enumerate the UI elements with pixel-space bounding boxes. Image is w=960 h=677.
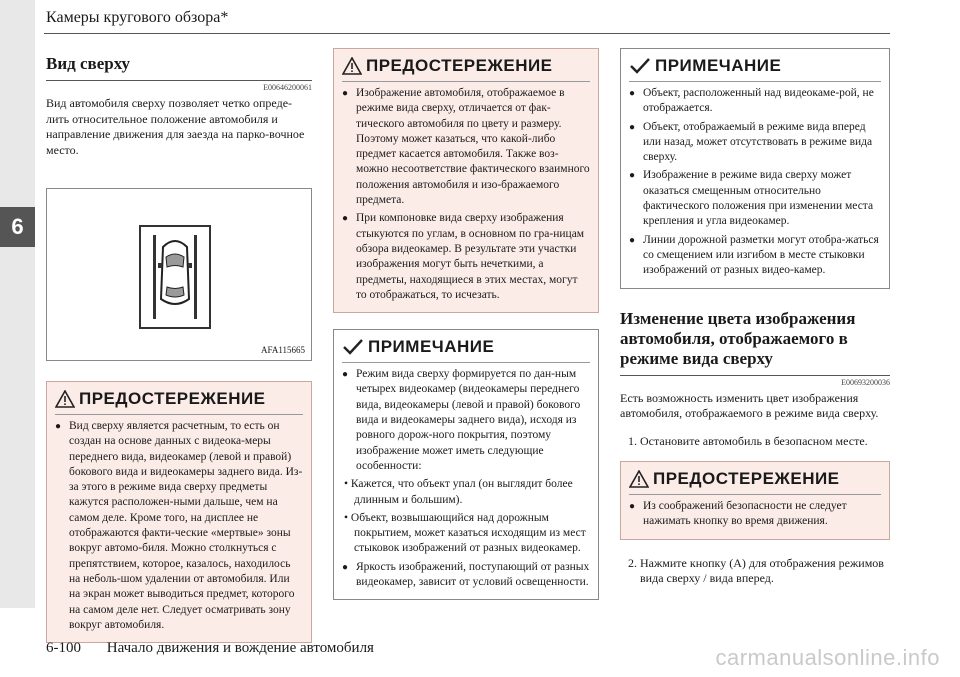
column-2: [333, 48, 599, 600]
note-header: [621, 49, 889, 81]
note-header: [334, 330, 598, 362]
note-subitem: • Объект, возвышающийся над дорожным покрытием, может казаться исходящим из мест стыковок изображений от разных видеокамер.: [344, 511, 586, 555]
note-box: [620, 48, 890, 289]
warning-title: ПРЕДОСТЕРЕЖЕНИЕ: [653, 469, 840, 489]
column-1: [46, 48, 312, 643]
warning-body: [334, 82, 598, 312]
note-item: ● Объект, отображаемый в режиме вида вперед или назад, может отсутствовать в режиме вида сверху.: [629, 120, 881, 166]
warning-triangle-icon: [55, 390, 75, 408]
footer-section: Начало движения и вождение автомобиля: [106, 640, 374, 656]
warning-body: [621, 495, 889, 539]
section-code: E00693200036: [841, 377, 890, 387]
warning-box: [333, 48, 599, 313]
note-title: ПРИМЕЧАНИЕ: [655, 56, 782, 75]
warning-header: [334, 49, 598, 81]
section-rule: [46, 80, 312, 81]
chapter-sidebar: [0, 0, 35, 608]
column-3: [620, 48, 890, 587]
note-item: ● Линии дорожной разметки могут отобра-жаться со смещением или изгибом в месте стыковки изображений от разных видео-камер.: [629, 233, 881, 279]
warning-item: ● Из соображений безопасности не следует нажимать кнопку во время движения.: [629, 499, 881, 530]
note-item: ● Объект, расположенный над видеокаме-рой, не отображается.: [629, 86, 881, 117]
chapter-tab: 6: [0, 207, 35, 247]
figure-code: AFA115665: [260, 345, 305, 355]
section-title-color-change: Изменение цвета изображения автомобиля, отображаемого в режиме вида сверху: [620, 308, 856, 368]
warning-body: [47, 415, 311, 642]
page-footer: [46, 640, 374, 657]
warning-box: [620, 461, 890, 540]
intro-paragraph: Вид автомобиля сверху позволяет четко опреде-лить относительное положение автомобиля и направление движения для заезда на парко-вочное место.: [46, 96, 305, 157]
parking-frame: [139, 225, 211, 329]
note-body: [334, 363, 598, 599]
step-2: 2. Нажмите кнопку (A) для отображения режимов вида сверху / вида вперед.: [628, 555, 884, 586]
warning-header: [47, 382, 311, 414]
note-box: [333, 329, 599, 600]
section-paragraph: Есть возможность изменить цвет изображения автомобиля, отображаемого в режиме вида сверху.: [620, 390, 879, 421]
pencil-check-icon: [629, 57, 651, 75]
note-item: ● Изображение в режиме вида сверху может оказаться смещенным относительно фактического положения при изменении места крепления и угла видеокамер.: [629, 168, 881, 229]
note-subitem: • Кажется, что объект упал (он выглядит более длинным и большим).: [344, 478, 573, 506]
warning-box: [46, 381, 312, 643]
page-header-title: Камеры кругового обзора*: [46, 9, 229, 26]
note-item: ● Яркость изображений, поступающий от разных видеокамер, зависит от условий освещенности.: [342, 560, 590, 591]
note-body: [621, 82, 889, 288]
warning-title: ПРЕДОСТЕРЕЖЕНИЕ: [366, 56, 553, 75]
warning-title: ПРЕДОСТЕРЕЖЕНИЕ: [79, 389, 266, 408]
pencil-check-icon: [342, 338, 364, 356]
warning-triangle-icon: [629, 470, 649, 488]
step-1: 1. Остановите автомобиль в безопасном месте.: [628, 433, 868, 448]
warning-header: [621, 462, 889, 494]
top-view-figure: [46, 188, 312, 361]
section-title-top-view: Вид сверху: [46, 54, 131, 73]
note-item: ● Режим вида сверху формируется по дан-ным четырех видеокамер (видеокамеры переднего вида, видеокамеры (левой и правой) бокового вида и видеокамеры заднего вида), исходя из ровного дорож-ного покрытия, поэтому изображение может иметь следующие особенности:: [342, 367, 590, 474]
warning-item: ● Изображение автомобиля, отображаемое в режиме вида сверху, отличается от фак-тического автомобиля по цвету и размеру. Поэтому может казаться, что какой-либо предмет касается автомобиля. Также воз-можно несоответствие фактического взаимного положения автомобиля и изо-бражаемого предмета.: [342, 86, 590, 208]
watermark: carmanualsonline.info: [715, 645, 940, 670]
warning-item: ● При компоновке вида сверху изображения стыкуются по углам, в основном по гра-ницам обзора видеокамер. В результате эти участки изображения могут быть нечеткими, а предметы, находящиеся в этих местах, могут то отображаться, то исчезать.: [342, 211, 590, 303]
header-rule: [44, 33, 890, 34]
note-title: ПРИМЕЧАНИЕ: [368, 337, 495, 357]
warning-item: ● Вид сверху является расчетным, то есть он создан на основе данных с видеока-меры переднего вида, видеокамер (левой и правой) бокового вида и видеокамеры заднего вида. Из-за этого в режиме вида сверху предметы кажутся расположен-ными дальше, чем на самом деле. Кроме того, на дисплее не отображаются факти-ческие «мертвые» зоны вокруг автомо-биля. Можно столкнуться с препятствием, которое, казалось, находилось на неболь-шом удалении от автомобиля. Или на экран может выводиться предмет, которого на самом деле нет. Следует осматривать зону вокруг автомобиля.: [55, 419, 303, 633]
section-rule: [620, 375, 890, 376]
warning-triangle-icon: [342, 57, 362, 75]
page-number: 6-100: [46, 640, 81, 656]
section-code: E00646200061: [263, 83, 312, 92]
car-top-view-icon: [143, 229, 207, 325]
